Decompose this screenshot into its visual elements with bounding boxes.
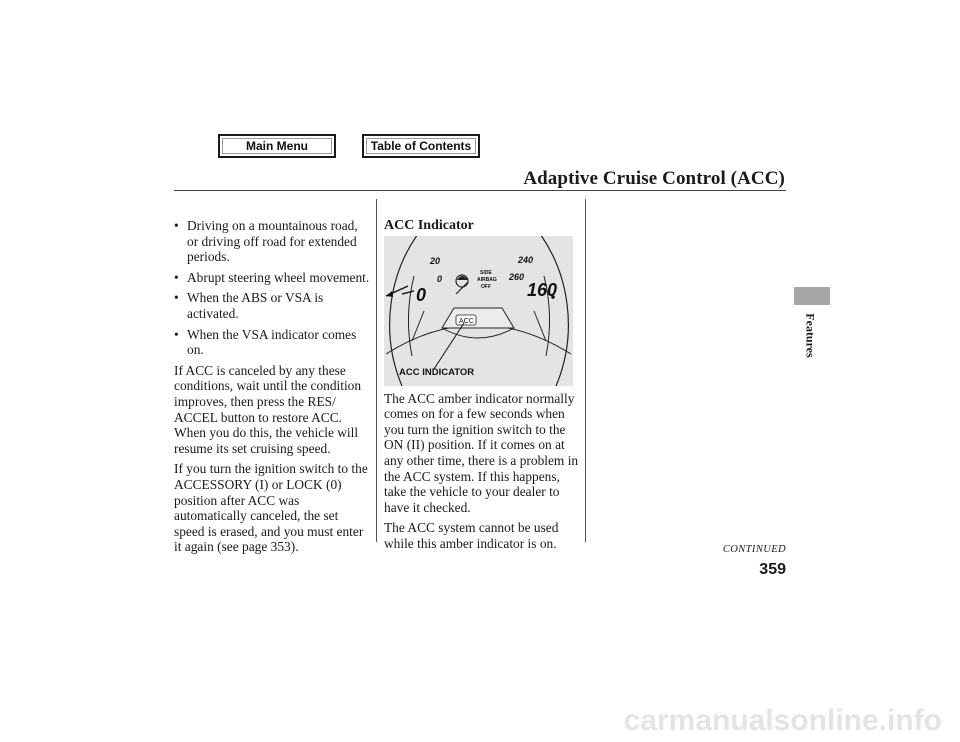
table-of-contents-button[interactable]: Table of Contents (362, 134, 480, 158)
speedometer-reading: 0 (416, 284, 427, 305)
list-item-text: When the ABS or VSA is activated. (187, 290, 324, 321)
gauge-tick-240: 240 (518, 254, 534, 265)
section-tab-marker (794, 287, 830, 305)
section-tab[interactable] (795, 310, 825, 360)
airbag-label-line2: AIRBAG (477, 276, 497, 283)
list-item-text: Abrupt steering wheel movement. (187, 269, 370, 285)
paragraph: The ACC amber indicator normally comes on for a few seconds when you turn the ignition switch to the ON (II) position. If it comes on at any other time, there is a problem in the ACC system. If this happens, take the vehicle to your dealer to have it checked. (384, 390, 579, 515)
tachometer-reading: 160 (527, 279, 558, 300)
list-item-text: Driving on a mountainous road, or driving off road for extended periods. (187, 218, 358, 265)
column-divider (585, 199, 586, 542)
paragraph: The ACC system cannot be used while this amber indicator is on. (384, 520, 559, 551)
gauge-tick-260: 260 (509, 271, 525, 282)
list-item: • When the ABS or VSA is activated. (174, 290, 324, 321)
section-heading: ACC Indicator (384, 218, 474, 233)
middle-column (384, 218, 580, 557)
instrument-cluster-illustration (384, 236, 573, 386)
figure-caption: ACC INDICATOR (399, 366, 475, 378)
acc-indicator-figure (384, 236, 573, 386)
gauge-tick-20: 20 (430, 255, 441, 266)
airbag-label-line3: OFF (481, 283, 491, 290)
paragraph: If ACC is canceled by any these conditions, wait until the condition improves, then press the RES/ ACCEL button to restore ACC. When you do this, the vehicle will resume its set cruising speed. (174, 362, 362, 456)
list-item-text: When the VSA indicator comes on. (187, 326, 357, 358)
airbag-label-line1: SIDE (480, 269, 492, 276)
list-item: • When the VSA indicator comes on. (174, 326, 357, 358)
paragraph: If you turn the ignition switch to the ACCESSORY (I) or LOCK (0) position after ACC was automatically canceled, the set speed is erased, and you must enter it again (see page 353). (174, 461, 368, 555)
page-title: Adaptive Cruise Control (ACC) (523, 168, 785, 189)
section-tab-label: Features (803, 312, 818, 358)
main-menu-button[interactable]: Main Menu (218, 134, 336, 158)
acc-indicator-light: ACC (459, 317, 474, 325)
list-item: • Driving on a mountainous road, or driving off road for extended periods. (174, 218, 358, 265)
column-divider (376, 199, 377, 542)
continued-label: CONTINUED (722, 544, 786, 555)
watermark: carmanualsonline.info (623, 704, 942, 737)
page-number: 359 (759, 561, 786, 578)
left-column (174, 218, 372, 560)
header-rule (174, 190, 786, 191)
gauge-tick-0: 0 (437, 273, 443, 284)
list-item: • Abrupt steering wheel movement. (174, 269, 370, 285)
